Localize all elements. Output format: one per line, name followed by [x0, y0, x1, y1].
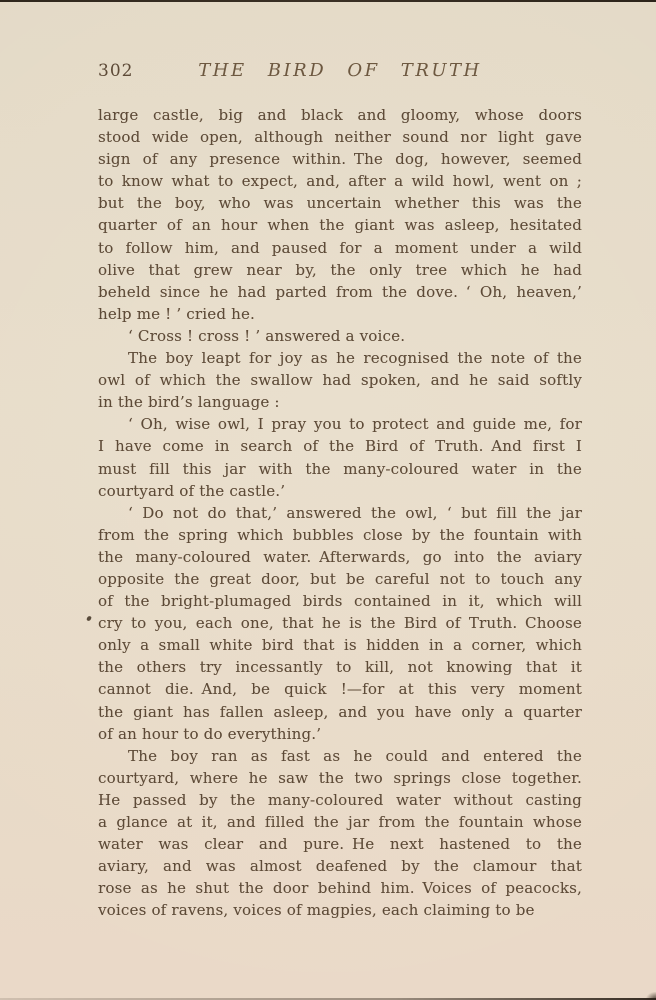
text-line: ‘ Oh, wise owl, I pray you to protect and guide me, for	[128, 415, 582, 434]
text-line: in the bird’s language :	[98, 393, 280, 412]
text-line: large castle, big and black and gloomy, whose doors	[98, 106, 582, 124]
page-text	[98, 104, 582, 921]
text-line: olive that grew near by, the only tree which he had	[98, 260, 582, 279]
text-line: courtyard, where he saw the two springs close together.	[98, 768, 582, 787]
running-title: THE BIRD OF TRUTH	[198, 60, 482, 81]
text-line: the others try incessantly to kill, not knowing that it	[98, 658, 582, 677]
text-line: courtyard of the castle.’	[98, 481, 286, 500]
text-line: water was clear and pure. He next hastened to the	[98, 835, 582, 854]
text-line: quarter of an hour when the giant was asleep, hesitated	[98, 216, 582, 235]
text-line: to follow him, and paused for a moment under a wild	[98, 238, 582, 257]
page-number: 302	[98, 61, 134, 81]
text-line: cannot die. And, be quick !—for at this very moment	[98, 680, 582, 699]
scan-edge-top	[0, 0, 656, 2]
text-line: He passed by the many-coloured water without casting	[98, 790, 582, 809]
text-line: stood wide open, although neither sound nor light gave	[98, 128, 582, 147]
text-line: The boy leapt for joy as he recognised the note of the	[128, 349, 582, 368]
text-line: sign of any presence within. The dog, however, seemed	[98, 150, 582, 169]
text-line: of an hour to do everything.’	[98, 724, 322, 743]
text-line: a glance at it, and filled the jar from the fountain whose	[98, 813, 582, 831]
paragraph	[98, 325, 582, 347]
text-line: to know what to expect, and, after a wild howl, went on ;	[98, 172, 582, 191]
text-line: voices of ravens, voices of magpies, each claiming to be	[98, 901, 535, 920]
text-line: the many-coloured water. Afterwards, go into the aviary	[98, 547, 582, 566]
page-header	[98, 60, 582, 86]
text-line: of the bright-plumaged birds contained in it, which will	[98, 592, 582, 611]
text-line: I have come in search of the Bird of Truth. And first I	[98, 437, 582, 456]
text-line: The boy ran as fast as he could and entered the	[128, 746, 582, 765]
text-line: help me ! ’ cried he.	[98, 304, 256, 323]
text-line: cry to you, each one, that he is the Bird of Truth. Choose	[98, 614, 582, 633]
text-line: ‘ Cross ! cross ! ’ answered a voice.	[128, 326, 406, 345]
text-line: the giant has fallen asleep, and you have only a quarter	[98, 702, 582, 721]
text-line: from the spring which bubbles close by the fountain with	[98, 525, 582, 544]
paragraph	[98, 502, 582, 745]
ink-speck	[86, 615, 92, 621]
text-line: rose as he shut the door behind him. Voices of peacocks,	[98, 879, 582, 898]
text-line: beheld since he had parted from the dove. ‘ Oh, heaven,’	[98, 282, 582, 301]
text-line: aviary, and was almost deafened by the clamour that	[98, 857, 582, 876]
text-line: only a small white bird that is hidden in a corner, which	[98, 636, 582, 655]
paragraph	[98, 745, 582, 922]
text-line: ‘ Do not do that,’ answered the owl, ‘ but fill the jar	[128, 503, 582, 522]
paragraph	[98, 413, 582, 501]
text-line: opposite the great door, but be careful not to touch any	[98, 569, 582, 588]
text-line: owl of which the swallow had spoken, and he said softly	[98, 371, 582, 390]
paragraph	[98, 104, 582, 325]
text-line: but the boy, who was uncertain whether this was the	[98, 194, 582, 213]
paragraph	[98, 347, 582, 413]
text-line: must fill this jar with the many-coloured water in the	[98, 459, 582, 478]
